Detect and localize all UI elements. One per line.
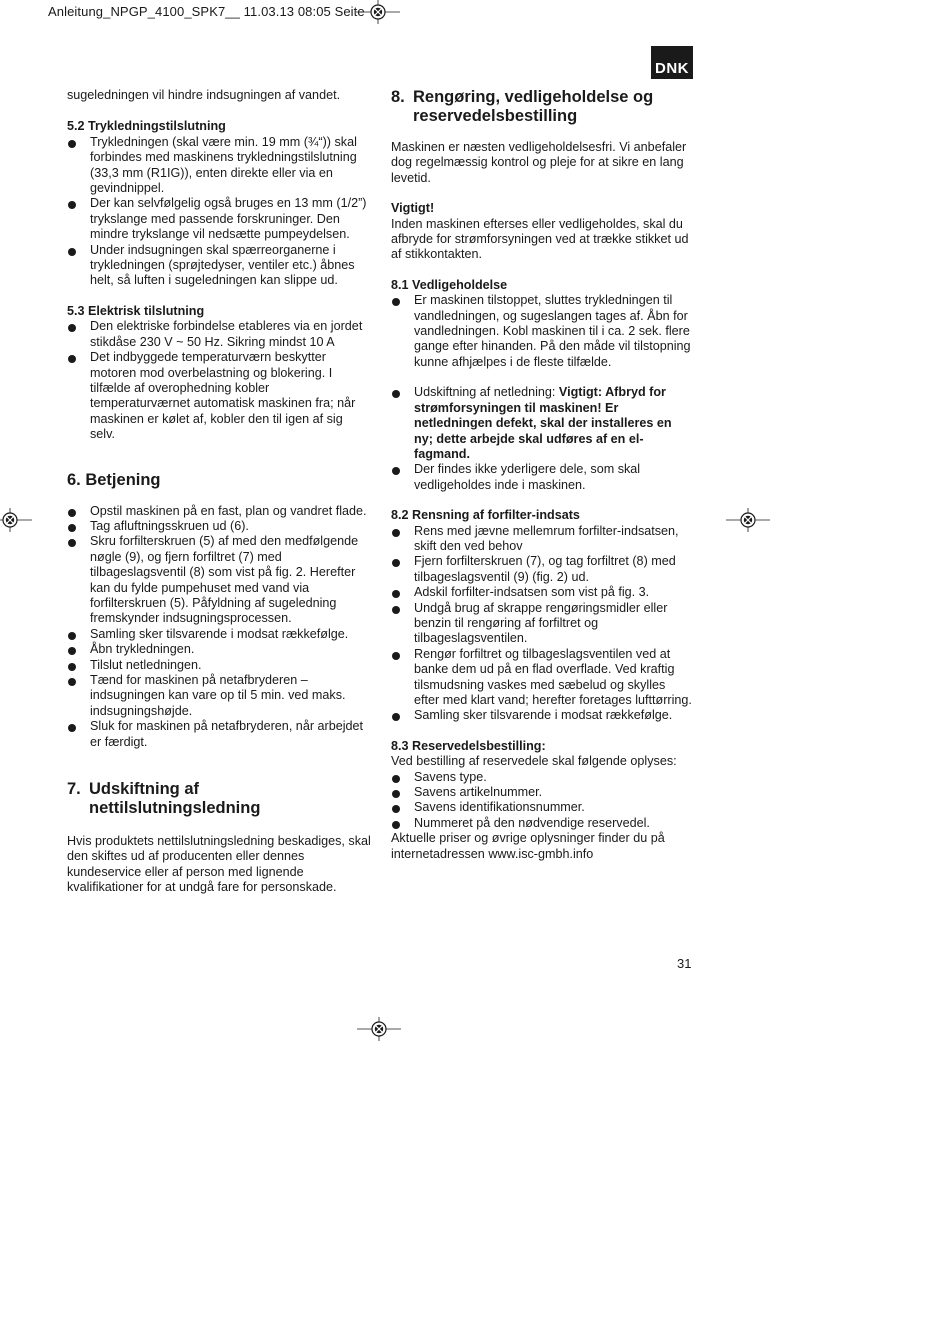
section-8-3-outro: Aktuelle priser og øvrige oplysninger finder du på internetadressen www.isc-gmbh.info bbox=[391, 831, 665, 861]
section-7-title bbox=[67, 780, 371, 818]
list-item: Det indbyggede temperaturværn beskytter motoren mod overbelastning og blokering. I tilfælde af overophedning kobler temperaturværnet automatisk maskinen fra; når maskinen er kølet af, kobler den til igen af sig selv. bbox=[67, 350, 371, 442]
page-number: 31 bbox=[677, 956, 692, 971]
list-item: Fjern forfilterskruen (7), og tag forfiltret (8) med tilbageslagsventil (9) (fig. 2) ud. bbox=[391, 554, 693, 585]
list-item: Savens type. bbox=[391, 770, 693, 785]
section-5-2-title: 5.2 Trykledningstilslutning bbox=[67, 119, 226, 134]
registration-mark-icon bbox=[357, 1017, 401, 1041]
item-prefix: Udskiftning af netledning: bbox=[414, 385, 559, 400]
registration-mark-icon bbox=[0, 508, 32, 532]
language-badge: DNK bbox=[651, 46, 693, 79]
section-8-intro: Maskinen er næsten vedligeholdelsesfri. Vi anbefaler dog regelmæssig kontrol og pleje for at sikre en lang levetid. bbox=[391, 140, 687, 185]
section-8-2-list bbox=[391, 524, 693, 724]
list-item: Samling sker tilsvarende i modsat rækkefølge. bbox=[391, 708, 693, 723]
list-item: Der kan selvfølgelig også bruges en 13 mm (1/2”) trykslange med passende forskruninger. Den mindre trykslange vil nedsætte pumpeydelsen. bbox=[67, 196, 371, 242]
list-item: Sluk for maskinen på netafbryderen, når arbejdet er færdigt. bbox=[67, 719, 371, 750]
list-item: Rens med jævne mellemrum forfilter-indsatsen, skift den ved behov bbox=[391, 524, 693, 555]
list-item: Tænd for maskinen på netafbryderen – indsugningen kan vare op til 5 min. ved maks. indsugningshøjde. bbox=[67, 673, 371, 719]
list-item: Opstil maskinen på en fast, plan og vandret flade. bbox=[67, 504, 371, 519]
warning-text: Inden maskinen efterses eller vedligeholdes, skal du afbryde for strømforsyningen ved at trække stikket ud af stikkontakten. bbox=[391, 216, 689, 262]
section-8-3-title: 8.3 Reservedelsbestilling: bbox=[391, 738, 546, 753]
list-item: Åbn trykledningen. bbox=[67, 642, 371, 657]
section-8-number: 8. bbox=[391, 88, 405, 106]
list-item: Samling sker tilsvarende i modsat rækkefølge. bbox=[67, 627, 371, 642]
registration-mark-icon bbox=[726, 508, 770, 532]
list-item: Savens identifikationsnummer. bbox=[391, 800, 693, 815]
section-8-3-intro: Ved bestilling af reservedele skal følgende oplyses: bbox=[391, 754, 677, 769]
list-item: Er maskinen tilstoppet, sluttes trykledningen til vandledningen, og sugeslangen tages af. Åbn for vandledningen. Kobl maskinen til i ca. 2 sek. flere gange efter hinanden. På den måde vil tilstopning kunne afhjælpes i de fleste tilfælde. bbox=[391, 293, 693, 370]
list-item: Under indsugningen skal spærreorganerne i trykledningen (sprøjtedyser, ventiler etc.) åbnes helt, så luften i sugeledningen kan slippe ud. bbox=[67, 243, 371, 289]
section-7-title-text: Udskiftning af nettilslutningsledning bbox=[89, 780, 261, 818]
list-item: Rengør forfiltret og tilbageslagsventilen ved at banke dem ud på en flad overflade. Ved kraftig tilsmudsning vaskes med sæbelud og skylles efter med klart vand; herefter foretages lufttørring. bbox=[391, 647, 693, 709]
list-item: Undgå brug af skrappe rengøringsmidler eller benzin til rengøring af forfiltret og tilbageslagsventilen. bbox=[391, 601, 693, 647]
section-8-title-text: Rengøring, vedligeholdelse og reservedelsbestilling bbox=[413, 88, 654, 125]
print-header: Anleitung_NPGP_4100_SPK7__ 11.03.13 08:05 Seite bbox=[48, 4, 365, 19]
section-8-2-title: 8.2 Rensning af forfilter-indsats bbox=[391, 508, 580, 523]
list-item: Savens artikelnummer. bbox=[391, 785, 693, 800]
section-8-3-list bbox=[391, 770, 693, 832]
item-bold-warning: Vigtigt: Afbryd for strømforsyningen til maskinen! Er netledningen defekt, skal der installeres en ny; dette arbejde skal udføres af en el-fagmand. bbox=[414, 385, 672, 461]
list-item: Tag afluftningsskruen ud (6). bbox=[67, 519, 371, 534]
left-column bbox=[67, 88, 371, 896]
list-item: Nummeret på den nødvendige reservedel. bbox=[391, 816, 693, 831]
list-item: Adskil forfilter-indsatsen som vist på fig. 3. bbox=[391, 585, 693, 600]
list-item: Trykledningen (skal være min. 19 mm (¾“)) skal forbindes med maskinens trykledningstilslutning (33,3 mm (R1IG)), enten direkte eller via en gevindnippel. bbox=[67, 135, 371, 197]
list-item: Skru forfilterskruen (5) af med den medfølgende nøgle (9), og fjern forfiltret (7) med tilbageslagsventil (8) som vist på fig. 2. Herefter kan du fylde pumpehuset med vand via forfilterskruen (5). Påfyldning af sugeledning fremskynder indsugningsprocessen. bbox=[67, 534, 371, 626]
list-item bbox=[391, 385, 693, 462]
intro-continuation: sugeledningen vil hindre indsugningen af vandet. bbox=[67, 88, 341, 102]
section-7-number: 7. bbox=[67, 780, 81, 799]
list-item: Tilslut netledningen. bbox=[67, 658, 371, 673]
section-6-list bbox=[67, 504, 371, 751]
section-8-title bbox=[391, 88, 693, 126]
section-6-title: 6. Betjening bbox=[67, 470, 161, 489]
section-8-1-title: 8.1 Vedligeholdelse bbox=[391, 277, 508, 292]
section-8-1-list bbox=[391, 293, 693, 493]
section-5-3-title: 5.3 Elektrisk tilslutning bbox=[67, 303, 205, 318]
section-5-3-list bbox=[67, 319, 371, 442]
list-item: Der findes ikke yderligere dele, som skal vedligeholdes inde i maskinen. bbox=[391, 462, 693, 493]
warning-title: Vigtigt! bbox=[391, 201, 435, 216]
section-7-text: Hvis produktets nettilslutningsledning beskadiges, skal den skiftes ud af producenten eller dennes kundeservice eller af person med lignende kvalifikationer for at undgå fare for personskade. bbox=[67, 834, 371, 895]
right-column bbox=[391, 88, 693, 862]
list-item: Den elektriske forbindelse etableres via en jordet stikdåse 230 V ~ 50 Hz. Sikring mindst 10 A bbox=[67, 319, 371, 350]
registration-mark-icon bbox=[356, 0, 400, 24]
section-5-2-list bbox=[67, 135, 371, 289]
